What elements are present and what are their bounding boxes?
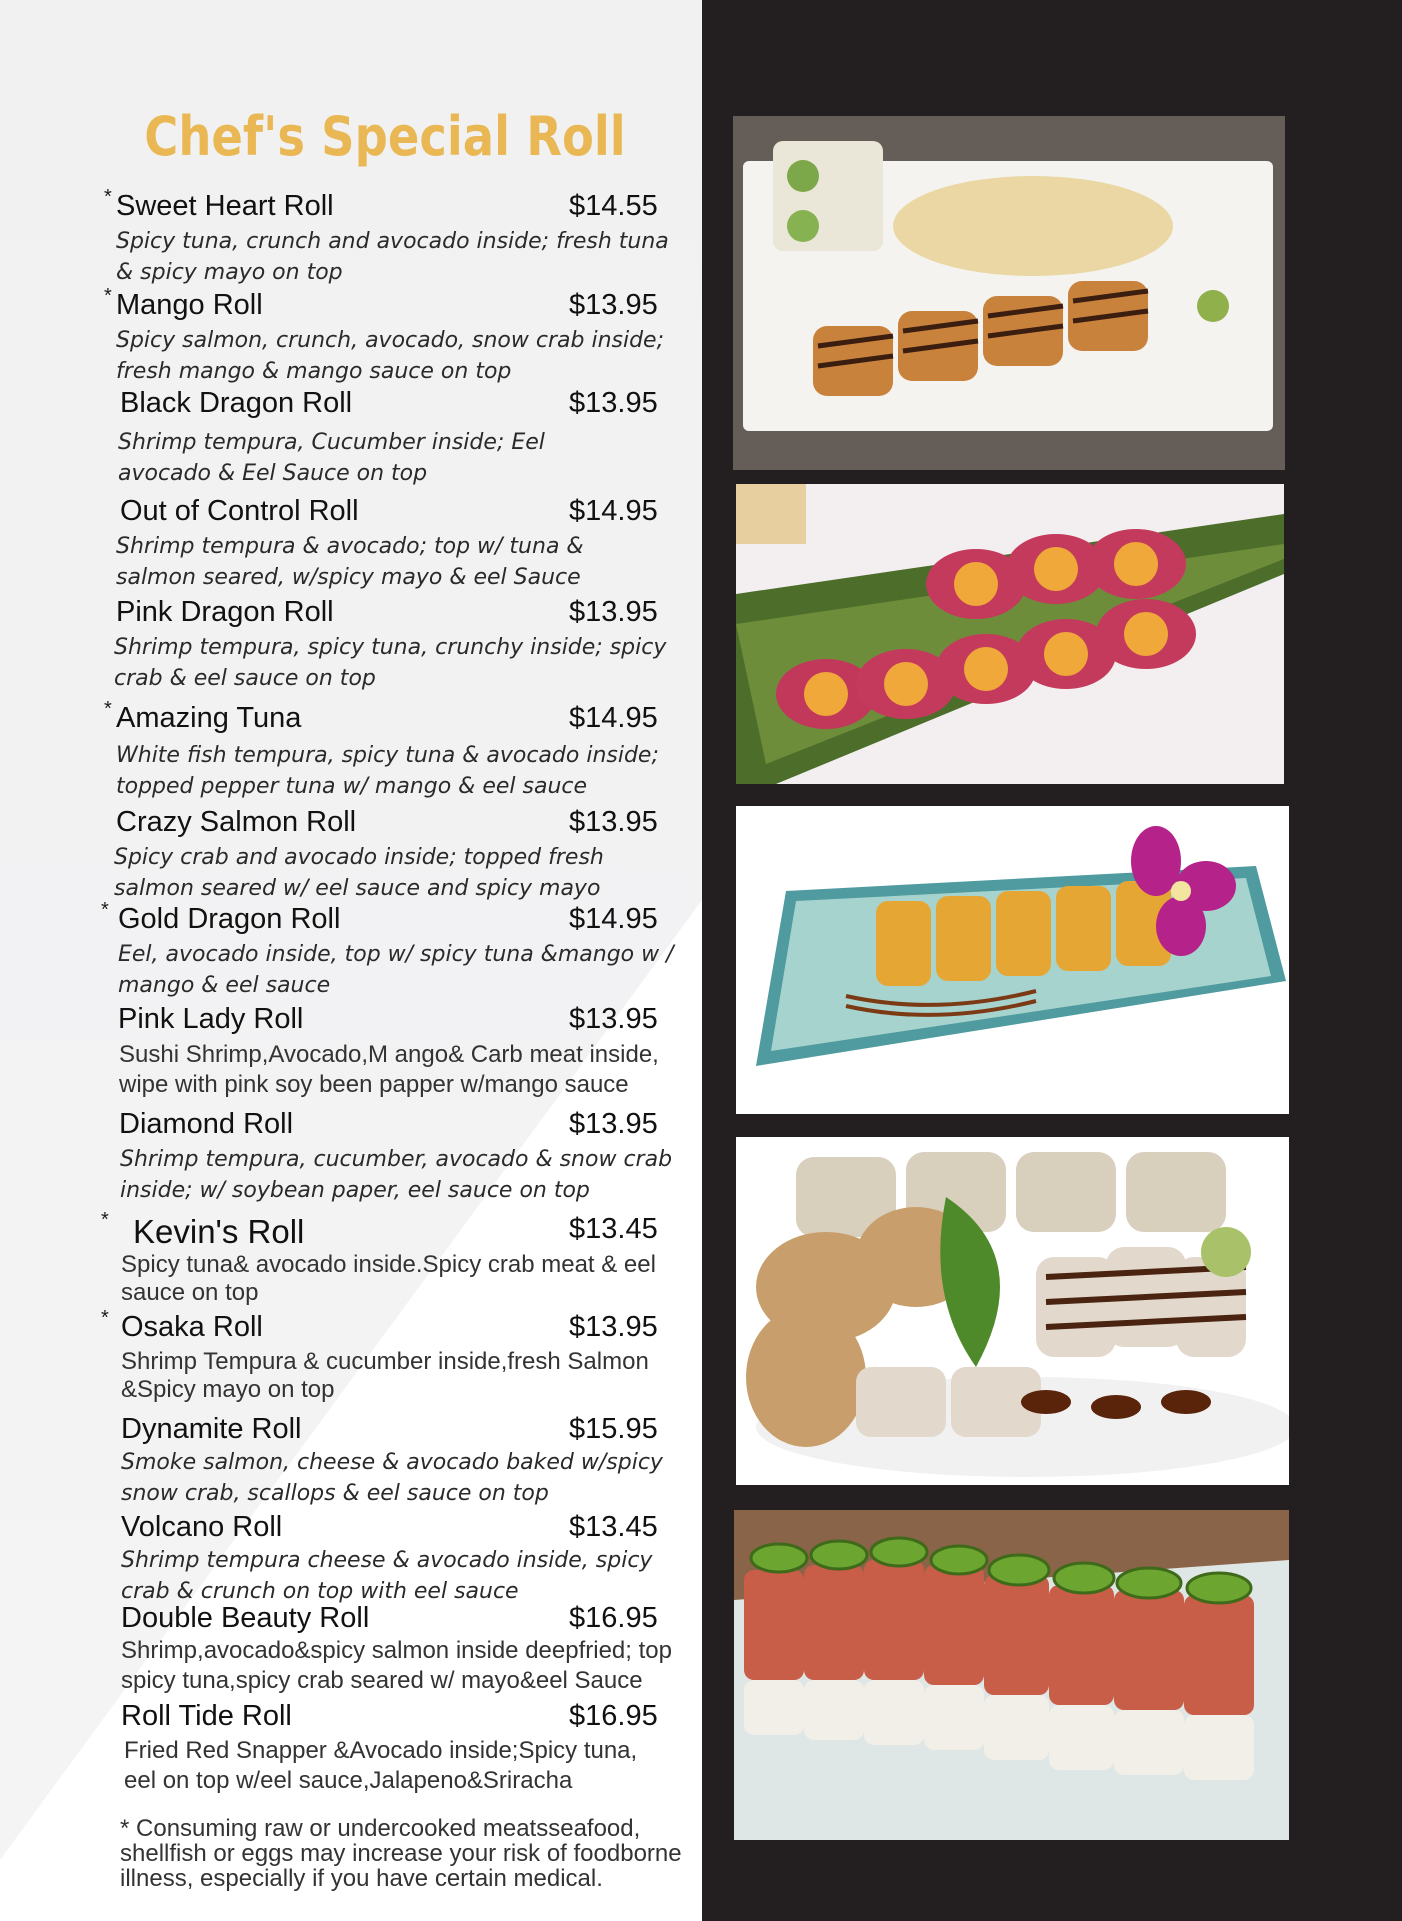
- menu-item-description: Shrimp tempura, Cucumber inside; Eel avocado & Eel Sauce on top: [118, 430, 545, 486]
- raw-item-asterisk: *: [104, 285, 112, 307]
- menu-item-price: $13.45: [569, 1213, 658, 1245]
- menu-item-price: $14.95: [569, 702, 658, 734]
- raw-item-asterisk: *: [101, 899, 109, 921]
- menu-item-description: Spicy tuna, crunch and avocado inside; fresh tuna & spicy mayo on top: [116, 229, 669, 285]
- sushi-plate-photo-2: [736, 484, 1284, 784]
- menu-item-description: Shrimp tempura cheese & avocado inside, spicy crab & crunch on top with eel sauce: [121, 1548, 653, 1604]
- raw-item-asterisk: *: [101, 1307, 109, 1329]
- menu-item-description: Spicy crab and avocado inside; topped fresh salmon seared w/ eel sauce and spicy mayo: [114, 845, 604, 901]
- menu-item-name: Mango Roll: [116, 289, 263, 321]
- menu-item-name: Volcano Roll: [121, 1511, 283, 1543]
- menu-item-price: $13.45: [569, 1511, 658, 1543]
- menu-item-description: Shrimp Tempura & cucumber inside,fresh Salmon &Spicy mayo on top: [121, 1348, 649, 1403]
- menu-item-name: Crazy Salmon Roll: [116, 806, 357, 838]
- menu-item-name: Roll Tide Roll: [121, 1700, 292, 1732]
- menu-item-name: Double Beauty Roll: [121, 1602, 370, 1634]
- menu-item-name: Kevin's Roll: [133, 1213, 305, 1250]
- raw-item-asterisk: *: [101, 1209, 109, 1231]
- menu-item-description: Spicy salmon, crunch, avocado, snow crab inside; fresh mango & mango sauce on top: [116, 328, 665, 384]
- menu-item-price: $14.55: [569, 190, 658, 222]
- menu-item-price: $14.95: [569, 903, 658, 935]
- menu-item-description: Shrimp tempura, spicy tuna, crunchy inside; spicy crab & eel sauce on top: [114, 635, 667, 691]
- menu-item-description: Shrimp,avocado&spicy salmon inside deepfried; top spicy tuna,spicy crab seared w/ mayo&eel Sauce: [121, 1637, 672, 1694]
- menu-title: Chef's Special Roll: [144, 105, 626, 168]
- menu-item-description: White fish tempura, spicy tuna & avocado inside; topped pepper tuna w/ mango & eel sauce: [116, 743, 659, 799]
- menu-item-price: $13.95: [569, 806, 658, 838]
- sushi-plate-photo-3: [736, 806, 1289, 1114]
- menu-item-name: Sweet Heart Roll: [116, 190, 334, 222]
- menu-item-description: Shrimp tempura & avocado; top w/ tuna & salmon seared, w/spicy mayo & eel Sauce: [116, 534, 584, 590]
- menu-item-name: Pink Dragon Roll: [116, 596, 334, 628]
- menu-item-name: Pink Lady Roll: [118, 1003, 304, 1035]
- menu-item-name: Diamond Roll: [119, 1108, 294, 1140]
- menu-item-price: $15.95: [569, 1413, 658, 1445]
- menu-item-name: Black Dragon Roll: [120, 387, 353, 419]
- menu-item-price: $16.95: [569, 1602, 658, 1634]
- menu-item-name: Out of Control Roll: [120, 495, 359, 527]
- menu-item-price: $13.95: [569, 1003, 658, 1035]
- sushi-plate-photo-1: [733, 116, 1285, 470]
- food-safety-disclaimer: * Consuming raw or undercooked meatsseafood, shellfish or eggs may increase your risk of foodborne illness, especially if you have certain medical.: [120, 1815, 682, 1892]
- raw-item-asterisk: *: [104, 186, 112, 208]
- menu-item-name: Osaka Roll: [121, 1311, 263, 1343]
- menu-item-description: Fried Red Snapper &Avocado inside;Spicy tuna, eel on top w/eel sauce,Jalapeno&Sriracha: [124, 1737, 638, 1794]
- menu-item-name: Dynamite Roll: [121, 1413, 302, 1445]
- menu-item-name: Amazing Tuna: [116, 702, 302, 734]
- menu-item-price: $13.95: [569, 387, 658, 419]
- menu-item-description: Sushi Shrimp,Avocado,M ango& Carb meat inside, wipe with pink soy been papper w/mango sauce: [119, 1041, 659, 1098]
- sushi-plate-photo-5: [734, 1510, 1289, 1840]
- menu-item-description: Shrimp tempura, cucumber, avocado & snow crab inside; w/ soybean paper, eel sauce on top: [120, 1147, 673, 1203]
- menu-item-price: $13.95: [569, 1311, 658, 1343]
- menu-item-price: $13.95: [569, 1108, 658, 1140]
- menu-item-description: Smoke salmon, cheese & avocado baked w/spicy snow crab, scallops & eel sauce on top: [121, 1450, 663, 1506]
- menu-item-price: $13.95: [569, 596, 658, 628]
- menu-item-description: Spicy tuna& avocado inside.Spicy crab meat & eel sauce on top: [121, 1251, 656, 1306]
- menu-item-price: $14.95: [569, 495, 658, 527]
- menu-item-description: Eel, avocado inside, top w/ spicy tuna &mango w / mango & eel sauce: [118, 942, 674, 998]
- sushi-plate-photo-4: [736, 1137, 1289, 1485]
- menu-item-price: $16.95: [569, 1700, 658, 1732]
- raw-item-asterisk: *: [104, 698, 112, 720]
- menu-item-name: Gold Dragon Roll: [118, 903, 341, 935]
- menu-item-price: $13.95: [569, 289, 658, 321]
